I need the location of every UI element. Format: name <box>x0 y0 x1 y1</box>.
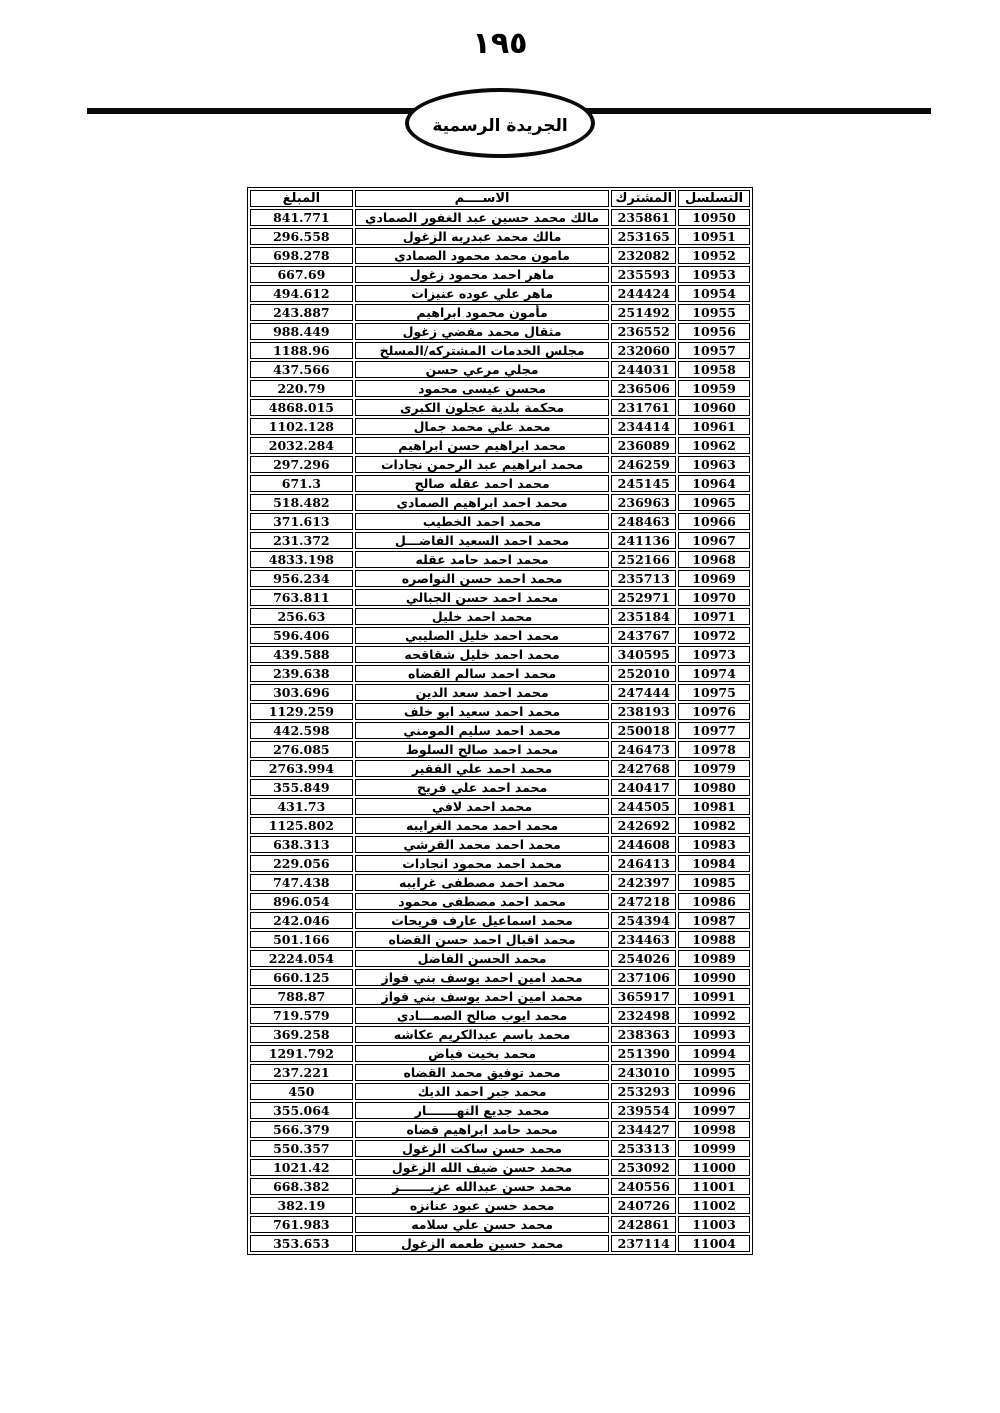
serial-cell: 10950 <box>678 209 750 226</box>
serial-cell: 10996 <box>678 1083 750 1100</box>
table-row <box>250 1007 750 1024</box>
amount-cell: 671.3 <box>250 475 353 492</box>
name-cell: محمد احمد عقله صالح <box>355 475 610 492</box>
name-cell: محمد الحسن الفاضل <box>355 950 610 967</box>
subscriber-cell: 240556 <box>611 1178 676 1195</box>
serial-cell: 10956 <box>678 323 750 340</box>
serial-cell: 10960 <box>678 399 750 416</box>
name-cell: محمد احمد حسن النواصره <box>355 570 610 587</box>
amount-cell: 763.811 <box>250 589 353 606</box>
serial-cell: 10955 <box>678 304 750 321</box>
table-row <box>250 988 750 1005</box>
table-row <box>250 266 750 283</box>
table-row <box>250 1140 750 1157</box>
amount-cell: 355.849 <box>250 779 353 796</box>
serial-cell: 10958 <box>678 361 750 378</box>
name-cell: محمد جديع النهـــــــار <box>355 1102 610 1119</box>
page-number: ١٩٥ <box>472 26 528 61</box>
amount-cell: 1102.128 <box>250 418 353 435</box>
serial-cell: 10991 <box>678 988 750 1005</box>
amount-cell: 638.313 <box>250 836 353 853</box>
subscriber-cell: 237106 <box>611 969 676 986</box>
table-row <box>250 532 750 549</box>
subscriber-cell: 252971 <box>611 589 676 606</box>
name-cell: محكمة بلدية عجلون الكبرى <box>355 399 610 416</box>
name-cell: محمد ابراهيم عبد الرحمن نجادات <box>355 456 610 473</box>
table-row <box>250 380 750 397</box>
table-row <box>250 950 750 967</box>
name-cell: محمد احمد مصطفى محمود <box>355 893 610 910</box>
subscriber-cell: 244031 <box>611 361 676 378</box>
table-row <box>250 209 750 226</box>
table-row <box>250 969 750 986</box>
gazette-title: الجريدة الرسمية <box>432 116 568 136</box>
serial-cell: 10994 <box>678 1045 750 1062</box>
name-cell: محمد توفيق محمد القضاه <box>355 1064 610 1081</box>
column-header-serial: التسلسل <box>678 190 750 207</box>
amount-cell: 596.406 <box>250 627 353 644</box>
table-row <box>250 1159 750 1176</box>
serial-cell: 10968 <box>678 551 750 568</box>
name-cell: محمد احمد الخطيب <box>355 513 610 530</box>
subscriber-cell: 236963 <box>611 494 676 511</box>
table-row <box>250 798 750 815</box>
subscriber-cell: 246473 <box>611 741 676 758</box>
table-row <box>250 456 750 473</box>
serial-cell: 10984 <box>678 855 750 872</box>
name-cell: محمد احمد محمود انجادات <box>355 855 610 872</box>
serial-cell: 10985 <box>678 874 750 891</box>
amount-cell: 4868.015 <box>250 399 353 416</box>
name-cell: محمد بخيت فياض <box>355 1045 610 1062</box>
table-row <box>250 912 750 929</box>
subscriber-cell: 246259 <box>611 456 676 473</box>
subscriber-cell: 243010 <box>611 1064 676 1081</box>
table-row <box>250 1235 750 1252</box>
table-row <box>250 855 750 872</box>
amount-cell: 303.696 <box>250 684 353 701</box>
subscriber-cell: 235861 <box>611 209 676 226</box>
serial-cell: 10974 <box>678 665 750 682</box>
table-row <box>250 1216 750 1233</box>
subscriber-cell: 243767 <box>611 627 676 644</box>
table-row <box>250 760 750 777</box>
amount-cell: 988.449 <box>250 323 353 340</box>
amount-cell: 231.372 <box>250 532 353 549</box>
subscriber-cell: 242861 <box>611 1216 676 1233</box>
subscriber-cell: 241136 <box>611 532 676 549</box>
serial-cell: 10962 <box>678 437 750 454</box>
subscriber-cell: 232082 <box>611 247 676 264</box>
subscriber-cell: 252010 <box>611 665 676 682</box>
serial-cell: 10982 <box>678 817 750 834</box>
serial-cell: 10992 <box>678 1007 750 1024</box>
amount-cell: 297.296 <box>250 456 353 473</box>
subscriber-cell: 253313 <box>611 1140 676 1157</box>
subscriber-cell: 250018 <box>611 722 676 739</box>
subscriber-cell: 242692 <box>611 817 676 834</box>
table-row <box>250 570 750 587</box>
serial-cell: 10952 <box>678 247 750 264</box>
name-cell: محمد حسن عبدالله عزيـــــــز <box>355 1178 610 1195</box>
name-cell: ماهر احمد محمود زغول <box>355 266 610 283</box>
amount-cell: 431.73 <box>250 798 353 815</box>
amount-cell: 239.638 <box>250 665 353 682</box>
subscriber-cell: 253165 <box>611 228 676 245</box>
serial-cell: 10998 <box>678 1121 750 1138</box>
table-row <box>250 722 750 739</box>
name-cell: محمد اقبال احمد حسن القضاه <box>355 931 610 948</box>
amount-cell: 382.19 <box>250 1197 353 1214</box>
serial-cell: 10988 <box>678 931 750 948</box>
serial-cell: 10980 <box>678 779 750 796</box>
serial-cell: 10972 <box>678 627 750 644</box>
name-cell: محمد امين احمد يوسف بني فواز <box>355 988 610 1005</box>
name-cell: محمد امين احمد يوسف بني فواز <box>355 969 610 986</box>
table-row <box>250 399 750 416</box>
gazette-ellipse-badge <box>405 88 595 158</box>
serial-cell: 11002 <box>678 1197 750 1214</box>
serial-cell: 10978 <box>678 741 750 758</box>
name-cell: محمد احمد مصطفى غرايبه <box>355 874 610 891</box>
name-cell: محمد احمد صالح السلوط <box>355 741 610 758</box>
subscriber-cell: 244424 <box>611 285 676 302</box>
subscriber-cell: 235184 <box>611 608 676 625</box>
amount-cell: 229.056 <box>250 855 353 872</box>
name-cell: محسن عيسى محمود <box>355 380 610 397</box>
serial-cell: 10967 <box>678 532 750 549</box>
subscriber-cell: 232060 <box>611 342 676 359</box>
table-row <box>250 494 750 511</box>
subscriber-cell: 246413 <box>611 855 676 872</box>
amount-cell: 566.379 <box>250 1121 353 1138</box>
table-row <box>250 1197 750 1214</box>
table-row <box>250 342 750 359</box>
table-row <box>250 304 750 321</box>
table-row <box>250 703 750 720</box>
serial-cell: 11003 <box>678 1216 750 1233</box>
name-cell: محمد احمد السعيد الفاضـــل <box>355 532 610 549</box>
serial-cell: 10981 <box>678 798 750 815</box>
table-row <box>250 684 750 701</box>
serial-cell: 10969 <box>678 570 750 587</box>
name-cell: مالك محمد عبدربه الزغول <box>355 228 610 245</box>
subscriber-cell: 254394 <box>611 912 676 929</box>
name-cell: محمد احمد علي الفقير <box>355 760 610 777</box>
table-header-row <box>250 190 750 207</box>
name-cell: محمد جبر احمد الديك <box>355 1083 610 1100</box>
subscriber-cell: 238363 <box>611 1026 676 1043</box>
subscriber-cell: 247444 <box>611 684 676 701</box>
amount-cell: 237.221 <box>250 1064 353 1081</box>
amount-cell: 896.054 <box>250 893 353 910</box>
amount-cell: 296.558 <box>250 228 353 245</box>
table-row <box>250 646 750 663</box>
amount-cell: 256.63 <box>250 608 353 625</box>
serial-cell: 10973 <box>678 646 750 663</box>
serial-cell: 10961 <box>678 418 750 435</box>
subscriber-cell: 239554 <box>611 1102 676 1119</box>
column-header-amount: المبلغ <box>250 190 353 207</box>
serial-cell: 10997 <box>678 1102 750 1119</box>
amount-cell: 437.566 <box>250 361 353 378</box>
subscriber-cell: 252166 <box>611 551 676 568</box>
name-cell: محمد احمد سعد الدين <box>355 684 610 701</box>
table-row <box>250 608 750 625</box>
name-cell: مثقال محمد مفضي زغول <box>355 323 610 340</box>
serial-cell: 10953 <box>678 266 750 283</box>
subscriber-cell: 237114 <box>611 1235 676 1252</box>
serial-cell: 10964 <box>678 475 750 492</box>
table-row <box>250 817 750 834</box>
serial-cell: 10977 <box>678 722 750 739</box>
serial-cell: 10999 <box>678 1140 750 1157</box>
serial-cell: 10963 <box>678 456 750 473</box>
serial-cell: 10983 <box>678 836 750 853</box>
amount-cell: 698.278 <box>250 247 353 264</box>
amount-cell: 667.69 <box>250 266 353 283</box>
table-row <box>250 323 750 340</box>
amount-cell: 353.653 <box>250 1235 353 1252</box>
name-cell: محمد احمد محمد الغرايبه <box>355 817 610 834</box>
table-row <box>250 228 750 245</box>
name-cell: محمد احمد سعيد ابو خلف <box>355 703 610 720</box>
serial-cell: 10979 <box>678 760 750 777</box>
table-row <box>250 1178 750 1195</box>
name-cell: محمد احمد خليل الصليبي <box>355 627 610 644</box>
amount-cell: 220.79 <box>250 380 353 397</box>
subscriber-cell: 245145 <box>611 475 676 492</box>
column-header-name: الاســــم <box>355 190 610 207</box>
amount-cell: 550.357 <box>250 1140 353 1157</box>
table-row <box>250 361 750 378</box>
serial-cell: 11001 <box>678 1178 750 1195</box>
serial-cell: 10954 <box>678 285 750 302</box>
amount-cell: 668.382 <box>250 1178 353 1195</box>
name-cell: محمد ايوب صالح الصمـــادي <box>355 1007 610 1024</box>
name-cell: محمد احمد ابراهيم الصمادي <box>355 494 610 511</box>
amount-cell: 1291.792 <box>250 1045 353 1062</box>
table-row <box>250 893 750 910</box>
serial-cell: 10971 <box>678 608 750 625</box>
subscriber-cell: 232498 <box>611 1007 676 1024</box>
table-row <box>250 741 750 758</box>
serial-cell: 10951 <box>678 228 750 245</box>
amount-cell: 2224.054 <box>250 950 353 967</box>
amount-cell: 788.87 <box>250 988 353 1005</box>
table-row <box>250 931 750 948</box>
name-cell: محمد احمد خليل <box>355 608 610 625</box>
subscriber-cell: 240726 <box>611 1197 676 1214</box>
serial-cell: 10990 <box>678 969 750 986</box>
subscriber-cell: 242768 <box>611 760 676 777</box>
amount-cell: 439.588 <box>250 646 353 663</box>
amount-cell: 243.887 <box>250 304 353 321</box>
table-row <box>250 1102 750 1119</box>
name-cell: محمد احمد سالم القضاه <box>355 665 610 682</box>
amount-cell: 761.983 <box>250 1216 353 1233</box>
name-cell: محمد احمد حسن الجبالي <box>355 589 610 606</box>
subscriber-cell: 238193 <box>611 703 676 720</box>
amount-cell: 4833.198 <box>250 551 353 568</box>
table-row <box>250 874 750 891</box>
subscriber-cell: 254026 <box>611 950 676 967</box>
subscriber-cell: 235593 <box>611 266 676 283</box>
serial-cell: 10993 <box>678 1026 750 1043</box>
subscriber-cell: 236506 <box>611 380 676 397</box>
amount-cell: 501.166 <box>250 931 353 948</box>
table-row <box>250 247 750 264</box>
name-cell: محمد احمد سليم المومني <box>355 722 610 739</box>
subscriber-cell: 240417 <box>611 779 676 796</box>
name-cell: مجلي مرعي حسن <box>355 361 610 378</box>
table-body <box>250 209 750 1252</box>
serial-cell: 10975 <box>678 684 750 701</box>
name-cell: مأمون محمود ابراهيم <box>355 304 610 321</box>
name-cell: محمد حسين طعمه الزغول <box>355 1235 610 1252</box>
amount-cell: 450 <box>250 1083 353 1100</box>
table-row <box>250 437 750 454</box>
table-row <box>250 551 750 568</box>
subscriber-cell: 251492 <box>611 304 676 321</box>
table-row <box>250 836 750 853</box>
subscriber-cell: 251390 <box>611 1045 676 1062</box>
serial-cell: 10995 <box>678 1064 750 1081</box>
serial-cell: 10959 <box>678 380 750 397</box>
table-row <box>250 418 750 435</box>
subscriber-cell: 244608 <box>611 836 676 853</box>
table-row <box>250 1121 750 1138</box>
name-cell: محمد علي محمد جمال <box>355 418 610 435</box>
amount-cell: 660.125 <box>250 969 353 986</box>
subscriber-cell: 234427 <box>611 1121 676 1138</box>
serial-cell: 11000 <box>678 1159 750 1176</box>
amount-cell: 276.085 <box>250 741 353 758</box>
amount-cell: 355.064 <box>250 1102 353 1119</box>
name-cell: محمد احمد محمد القرشي <box>355 836 610 853</box>
amount-cell: 442.598 <box>250 722 353 739</box>
subscriber-cell: 234414 <box>611 418 676 435</box>
subscriber-cell: 253293 <box>611 1083 676 1100</box>
serial-cell: 10989 <box>678 950 750 967</box>
table-row <box>250 475 750 492</box>
amount-cell: 1021.42 <box>250 1159 353 1176</box>
name-cell: محمد حسن ساكت الزغول <box>355 1140 610 1157</box>
amount-cell: 956.234 <box>250 570 353 587</box>
subscriber-cell: 248463 <box>611 513 676 530</box>
amount-cell: 1129.259 <box>250 703 353 720</box>
serial-cell: 10976 <box>678 703 750 720</box>
column-header-subscriber: المشترك <box>611 190 676 207</box>
serial-cell: 11004 <box>678 1235 750 1252</box>
table-row <box>250 665 750 682</box>
subscriber-cell: 244505 <box>611 798 676 815</box>
table-row <box>250 513 750 530</box>
name-cell: مامون محمد محمود الصمادي <box>355 247 610 264</box>
table-row <box>250 1026 750 1043</box>
subscriber-cell: 340595 <box>611 646 676 663</box>
serial-cell: 10957 <box>678 342 750 359</box>
subscriber-cell: 365917 <box>611 988 676 1005</box>
amount-cell: 2032.284 <box>250 437 353 454</box>
name-cell: محمد ابراهيم حسن ابراهيم <box>355 437 610 454</box>
name-cell: محمد احمد خليل شقاقحه <box>355 646 610 663</box>
subscriber-cell: 242397 <box>611 874 676 891</box>
serial-cell: 10965 <box>678 494 750 511</box>
table-row <box>250 1064 750 1081</box>
amount-cell: 747.438 <box>250 874 353 891</box>
name-cell: محمد احمد حامد عقله <box>355 551 610 568</box>
subscriber-cell: 235713 <box>611 570 676 587</box>
amount-cell: 841.771 <box>250 209 353 226</box>
subscriber-cell: 234463 <box>611 931 676 948</box>
amount-cell: 719.579 <box>250 1007 353 1024</box>
name-cell: محمد احمد لافي <box>355 798 610 815</box>
amount-cell: 1188.96 <box>250 342 353 359</box>
name-cell: مجلس الخدمات المشتركه/المسلخ <box>355 342 610 359</box>
table-row <box>250 589 750 606</box>
name-cell: محمد حسن عبود عنانزه <box>355 1197 610 1214</box>
serial-cell: 10966 <box>678 513 750 530</box>
amount-cell: 242.046 <box>250 912 353 929</box>
table-row <box>250 1045 750 1062</box>
amount-cell: 369.258 <box>250 1026 353 1043</box>
name-cell: محمد احمد علي فريح <box>355 779 610 796</box>
amount-cell: 494.612 <box>250 285 353 302</box>
subscriber-cell: 247218 <box>611 893 676 910</box>
serial-cell: 10986 <box>678 893 750 910</box>
subscriber-cell: 253092 <box>611 1159 676 1176</box>
name-cell: مالك محمد حسين عبد الغفور الصمادي <box>355 209 610 226</box>
name-cell: محمد حامد ابراهيم قضاه <box>355 1121 610 1138</box>
serial-cell: 10987 <box>678 912 750 929</box>
amount-cell: 2763.994 <box>250 760 353 777</box>
name-cell: محمد حسن ضيف الله الزغول <box>355 1159 610 1176</box>
subscriber-cell: 236089 <box>611 437 676 454</box>
amount-cell: 1125.802 <box>250 817 353 834</box>
subscribers-table <box>247 187 753 1255</box>
name-cell: ماهر علي عوده عنيزات <box>355 285 610 302</box>
name-cell: محمد باسم عبدالكريم عكاشه <box>355 1026 610 1043</box>
subscriber-cell: 231761 <box>611 399 676 416</box>
table-row <box>250 285 750 302</box>
table-row <box>250 1083 750 1100</box>
serial-cell: 10970 <box>678 589 750 606</box>
amount-cell: 518.482 <box>250 494 353 511</box>
name-cell: محمد حسن علي سلامه <box>355 1216 610 1233</box>
amount-cell: 371.613 <box>250 513 353 530</box>
table-row <box>250 779 750 796</box>
name-cell: محمد اسماعيل عارف فريحات <box>355 912 610 929</box>
table-row <box>250 627 750 644</box>
subscriber-cell: 236552 <box>611 323 676 340</box>
